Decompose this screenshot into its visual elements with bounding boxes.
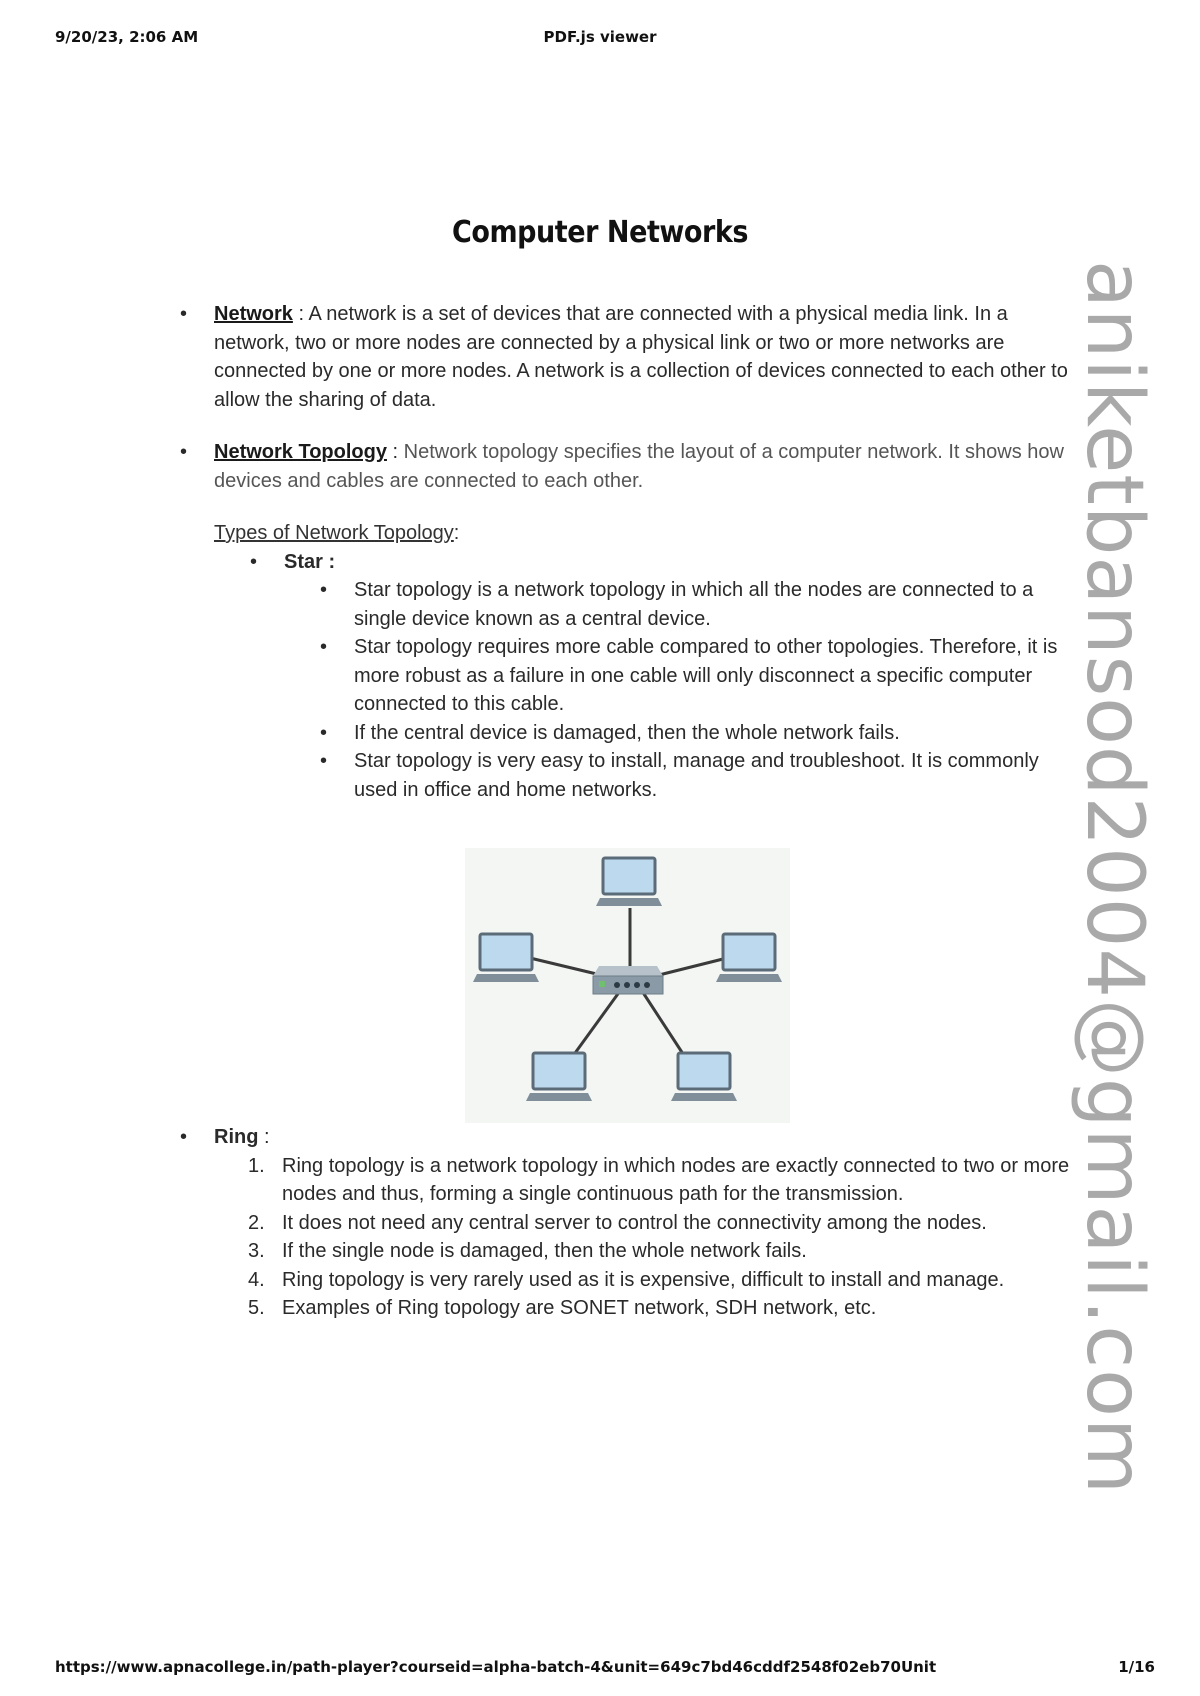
bullet-icon: • (320, 636, 328, 658)
link-line (642, 991, 687, 1060)
star-point (320, 576, 1070, 633)
ring-point (248, 1209, 1070, 1238)
bullet-icon: • (180, 303, 188, 325)
topology-definition (180, 438, 1070, 495)
network-text: A network is a set of devices that are connected with a physical media link. In a network, two or more nodes are connected by a physical link or two or more networks are connected by one or more nodes. A network is a collection of devices connected to each other to allow the sharing of data. (214, 303, 1068, 411)
link-line (530, 958, 605, 976)
print-title: PDF.js viewer (543, 28, 657, 46)
ring-topology (180, 1123, 1070, 1152)
bullet-icon: • (180, 1126, 188, 1148)
ring-point-text: Ring topology is very rarely used as it is expensive, difficult to install and manage. (282, 1268, 1005, 1291)
types-heading-text: Types of Network Topology (214, 522, 454, 544)
email-watermark: aniketbansod2004@gmail.com (1069, 260, 1159, 1495)
page-title: Computer Networks (452, 215, 748, 250)
list-number: 5. (248, 1297, 265, 1319)
star-point-text: If the central device is damaged, then the whole network fails. (354, 721, 900, 744)
topology-text: Network topology specifies the layout of a computer network. It shows how devices and cables are connected to each other. (214, 441, 1064, 492)
types-heading-colon: : (453, 522, 460, 544)
topology-sep: : (386, 441, 404, 463)
list-number: 3. (248, 1240, 265, 1262)
link-line (570, 991, 620, 1060)
star-point (320, 719, 1070, 748)
network-definition (180, 300, 1070, 414)
topology-term: Network Topology (214, 441, 387, 463)
ring-point-text: Examples of Ring topology are SONET network, SDH network, etc. (282, 1297, 877, 1319)
ring-point (248, 1266, 1070, 1295)
list-number: 1. (248, 1154, 265, 1177)
laptop-icon (596, 858, 662, 906)
star-point-text: Star topology is very easy to install, manage and troubleshoot. It is commonly used in office and home networks. (354, 750, 1039, 801)
laptop-icon (526, 1053, 592, 1101)
ring-point (248, 1294, 1070, 1323)
star-point-text: Star topology requires more cable compared to other topologies. Therefore, it is more robust as a failure in one cable will only disconnect a specific computer connected to this cable. (354, 636, 1058, 715)
bullet-icon: • (320, 721, 328, 744)
bullet-icon: • (250, 550, 258, 573)
document-body (180, 300, 1070, 1323)
list-number: 2. (248, 1211, 265, 1234)
star-topology (250, 548, 1070, 577)
star-point (320, 747, 1070, 804)
list-number: 4. (248, 1268, 265, 1291)
bullet-icon: • (320, 750, 328, 772)
star-diagram-svg (465, 848, 790, 1123)
ring-point-text: It does not need any central server to control the connectivity among the nodes. (282, 1211, 987, 1234)
laptop-icon (671, 1053, 737, 1101)
print-date: 9/20/23, 2:06 AM (55, 28, 199, 46)
print-header (0, 28, 1200, 50)
bullet-icon: • (180, 441, 188, 463)
page-url: https://www.apnacollege.in/path-player?courseid=alpha-batch-4&unit=649c7bd46cddf2548f02eb70Unit (55, 1658, 937, 1676)
ring-label: Ring (214, 1126, 259, 1148)
ring-point-text: Ring topology is a network topology in which nodes are exactly connected to two or more nodes and thus, forming a single continuous path for the transmission. (282, 1154, 1070, 1205)
bullet-icon: • (320, 579, 328, 601)
star-point (320, 633, 1070, 719)
page-number: 1/16 (1118, 1658, 1155, 1676)
laptop-icon (716, 934, 782, 982)
hub-icon (593, 966, 663, 994)
print-footer (0, 1658, 1200, 1680)
ring-colon: : (258, 1126, 270, 1148)
star-topology-diagram (465, 848, 790, 1123)
network-term: Network (214, 303, 293, 325)
laptop-icon (473, 934, 539, 982)
types-heading (214, 519, 1070, 548)
link-line (655, 958, 727, 976)
ring-point-text: If the single node is damaged, then the whole network fails. (282, 1240, 807, 1262)
star-point-text: Star topology is a network topology in which all the nodes are connected to a single device known as a central device. (354, 579, 1034, 630)
ring-point (248, 1152, 1070, 1209)
network-sep: : (292, 303, 309, 325)
ring-point (248, 1237, 1070, 1266)
star-label: Star : (284, 550, 336, 573)
